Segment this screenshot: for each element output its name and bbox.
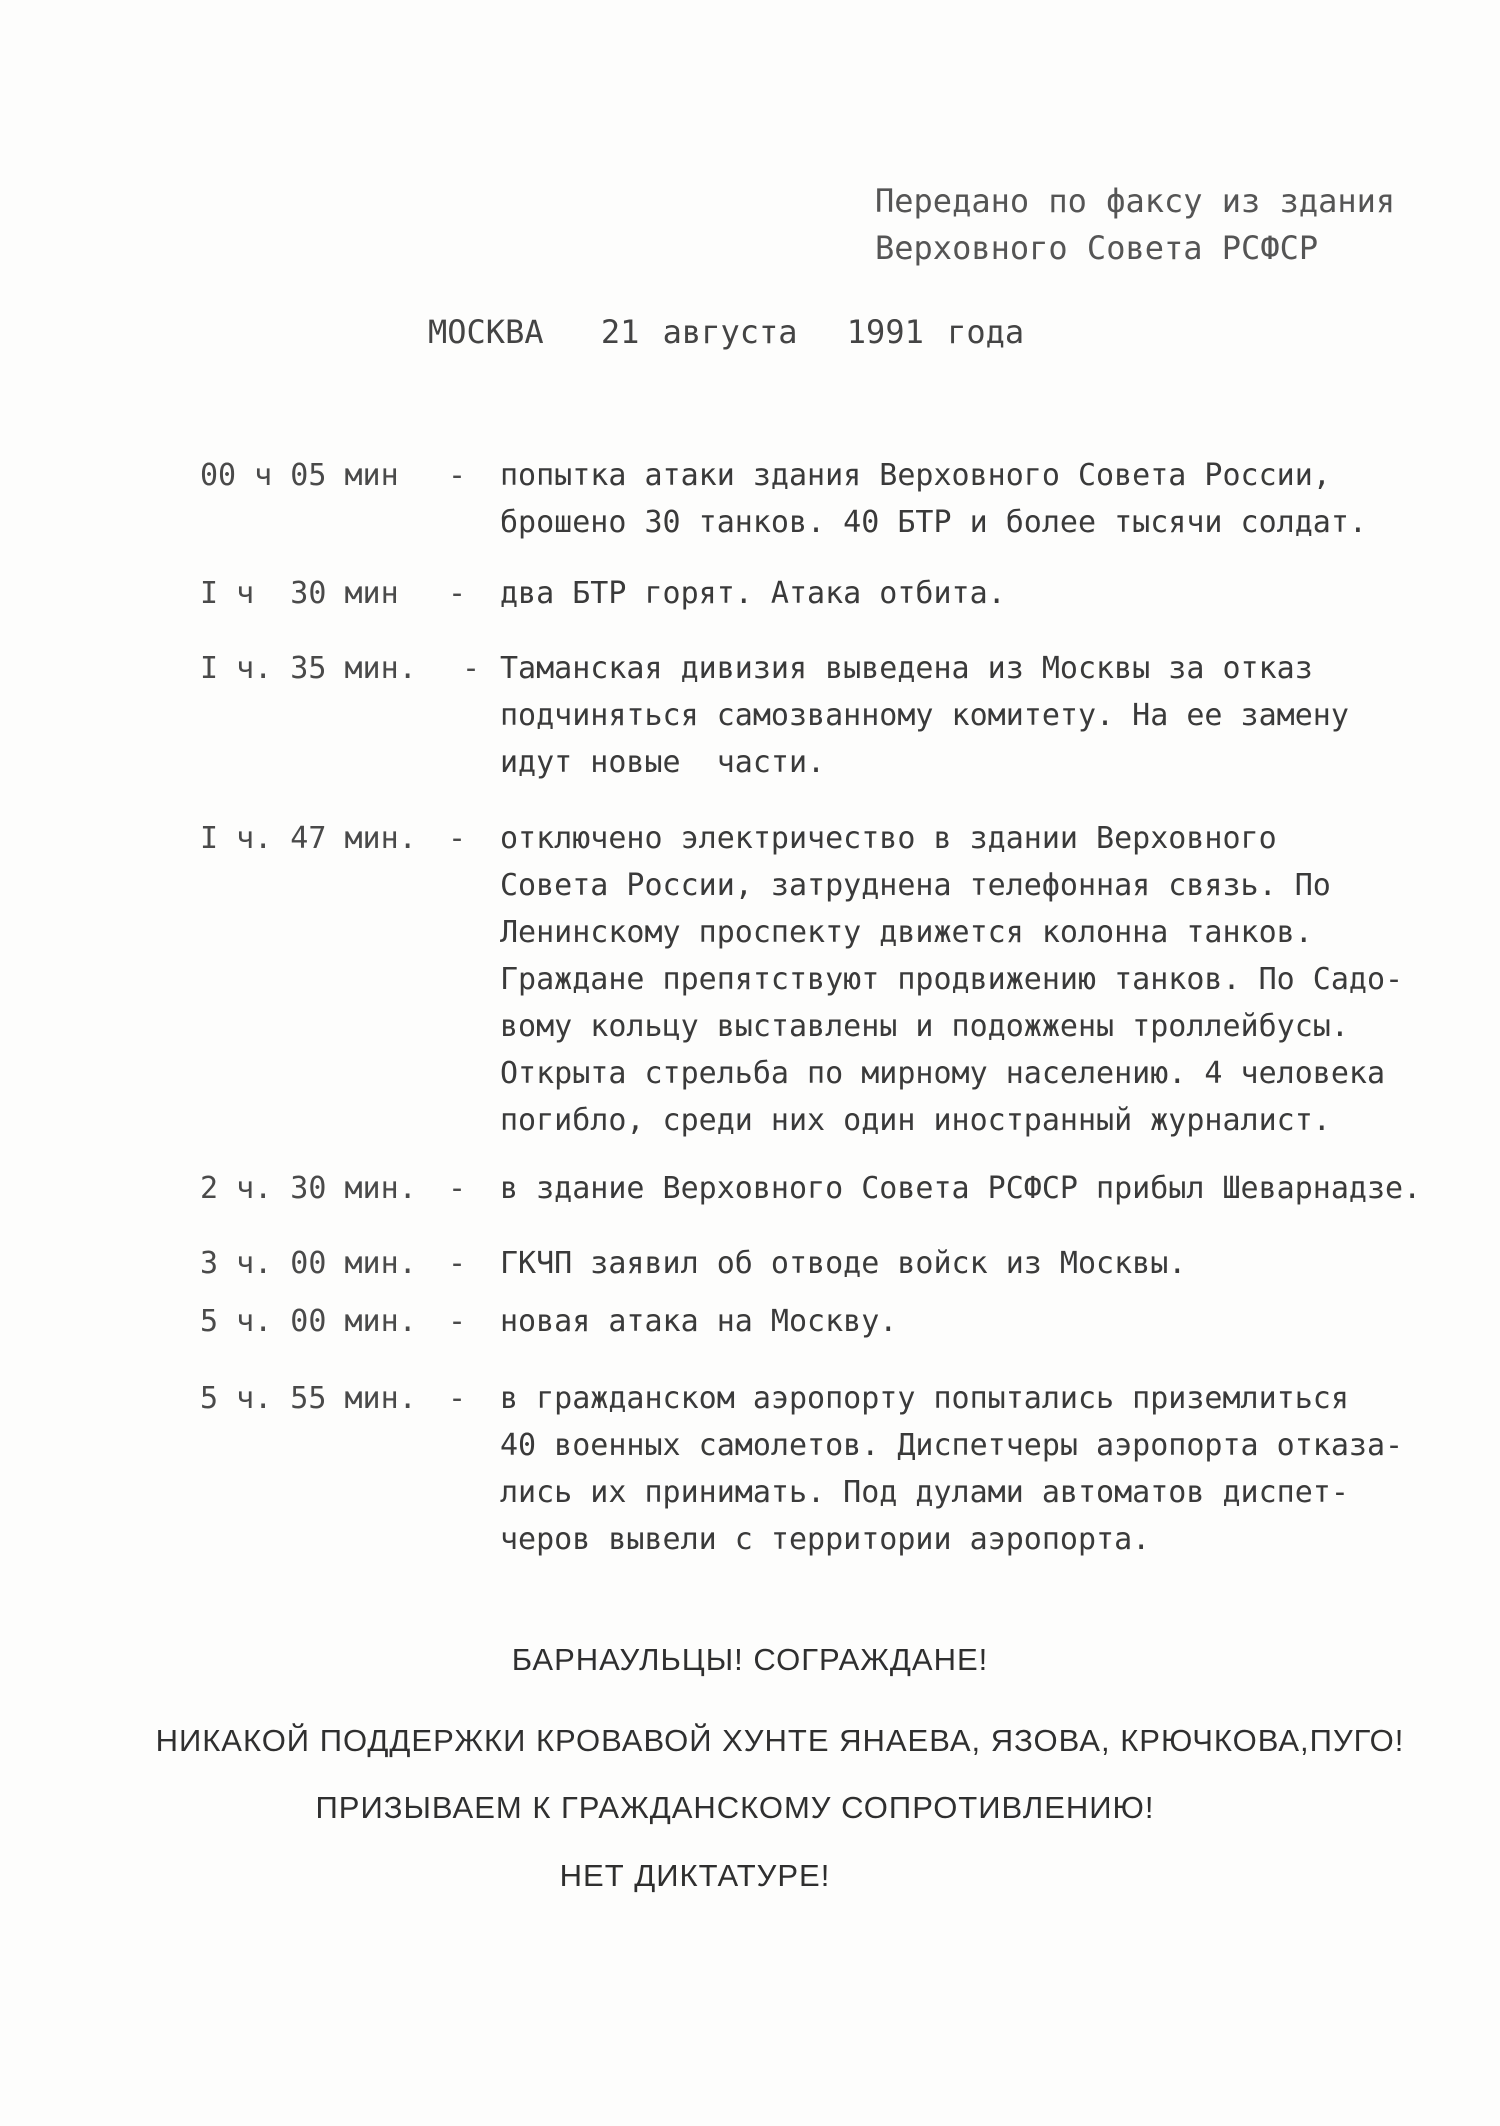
entry-dash: - bbox=[448, 1304, 467, 1339]
entry-text bbox=[500, 1165, 1460, 1212]
entry-time: I ч. 47 мин. bbox=[200, 821, 417, 856]
entry-line: новая атака на Москву. bbox=[500, 1304, 898, 1339]
entry-line: 40 военных самолетов. Диспетчеры аэропорта отказа- bbox=[500, 1428, 1404, 1463]
entry-dash: - bbox=[448, 458, 467, 493]
fax-transmission-note bbox=[875, 178, 1395, 272]
entry-dash: - bbox=[448, 576, 467, 611]
entry-line: вому кольцу выставлены и подожжены троллейбусы. bbox=[500, 1009, 1349, 1044]
appeal-slogan-dictatorship: НЕТ ДИКТАТУРЕ! bbox=[559, 1858, 831, 1893]
entry-text bbox=[500, 452, 1460, 546]
entry-time: 3 ч. 00 мин. bbox=[200, 1246, 417, 1281]
entry-text bbox=[500, 645, 1460, 786]
dateline-suffix: года bbox=[947, 313, 1025, 351]
dateline-month: августа bbox=[662, 313, 798, 351]
entry-dash: - bbox=[448, 1246, 467, 1281]
entry-line: лись их принимать. Под дулами автоматов диспет- bbox=[500, 1475, 1349, 1510]
entry-dash: - bbox=[448, 1381, 467, 1416]
entry-line: отключено электричество в здании Верховного bbox=[500, 821, 1277, 856]
entry-line: идут новые части. bbox=[500, 745, 826, 780]
entry-line: Совета России, затруднена телефонная связь. По bbox=[500, 868, 1331, 903]
entry-line: брошено 30 танков. 40 БТР и более тысячи солдат. bbox=[500, 505, 1367, 540]
entry-text bbox=[500, 1375, 1460, 1563]
entry-line: Граждане препятствуют продвижению танков. По Садо- bbox=[500, 962, 1404, 997]
entry-line: погибло, среди них один иностранный журналист. bbox=[500, 1103, 1331, 1138]
entry-line: ГКЧП заявил об отводе войск из Москвы. bbox=[500, 1246, 1187, 1281]
entry-dash: - bbox=[448, 1171, 467, 1206]
entry-line: в здание Верховного Совета РСФСР прибыл Шеварнадзе. bbox=[500, 1171, 1422, 1206]
entry-line: в гражданском аэропорту попытались приземлиться bbox=[500, 1381, 1349, 1416]
entry-text bbox=[500, 815, 1460, 1144]
fax-note-line-2: Верховного Совета РСФСР bbox=[875, 229, 1319, 267]
dateline-city: МОСКВА bbox=[428, 313, 544, 351]
entry-line: Ленинскому проспекту движется колонна танков. bbox=[500, 915, 1313, 950]
entry-time: 2 ч. 30 мин. bbox=[200, 1171, 417, 1206]
appeal-slogan-resistance: ПРИЗЫВАЕМ К ГРАЖДАНСКОМУ СОПРОТИВЛЕНИЮ! bbox=[315, 1790, 1155, 1825]
entry-dash: - bbox=[448, 821, 467, 856]
entry-line: подчиняться самозванному комитету. На ее замену bbox=[500, 698, 1349, 733]
dateline bbox=[428, 312, 1024, 352]
entry-line: Таманская дивизия выведена из Москвы за отказ bbox=[500, 651, 1313, 686]
entry-dash: - bbox=[462, 651, 481, 686]
entry-time: I ч. 35 мин. bbox=[200, 651, 417, 686]
entry-line: черов вывели с территории аэропорта. bbox=[500, 1522, 1151, 1557]
entry-line: два БТР горят. Атака отбита. bbox=[500, 576, 1006, 611]
entry-line: попытка атаки здания Верховного Совета России, bbox=[500, 458, 1331, 493]
dateline-year: 1991 bbox=[846, 313, 924, 351]
dateline-day: 21 bbox=[600, 313, 640, 351]
entry-text bbox=[500, 1298, 1460, 1345]
entry-time: 00 ч 05 мин bbox=[200, 458, 399, 493]
entry-time: I ч 30 мин bbox=[200, 576, 399, 611]
entry-time: 5 ч. 55 мин. bbox=[200, 1381, 417, 1416]
fax-note-line-1: Передано по факсу из здания bbox=[875, 182, 1396, 220]
entry-line: Открыта стрельба по мирному населению. 4 человека bbox=[500, 1056, 1386, 1091]
appeal-slogan-junta: НИКАКОЙ ПОДДЕРЖКИ КРОВАВОЙ ХУНТЕ ЯНАЕВА, ЯЗОВА, КРЮЧКОВА,ПУГО! bbox=[155, 1723, 1405, 1758]
entry-time: 5 ч. 00 мин. bbox=[200, 1304, 417, 1339]
entry-text bbox=[500, 1240, 1460, 1287]
appeal-heading: БАРНАУЛЬЦЫ! СОГРАЖДАНЕ! bbox=[511, 1642, 989, 1677]
entry-text bbox=[500, 570, 1460, 617]
